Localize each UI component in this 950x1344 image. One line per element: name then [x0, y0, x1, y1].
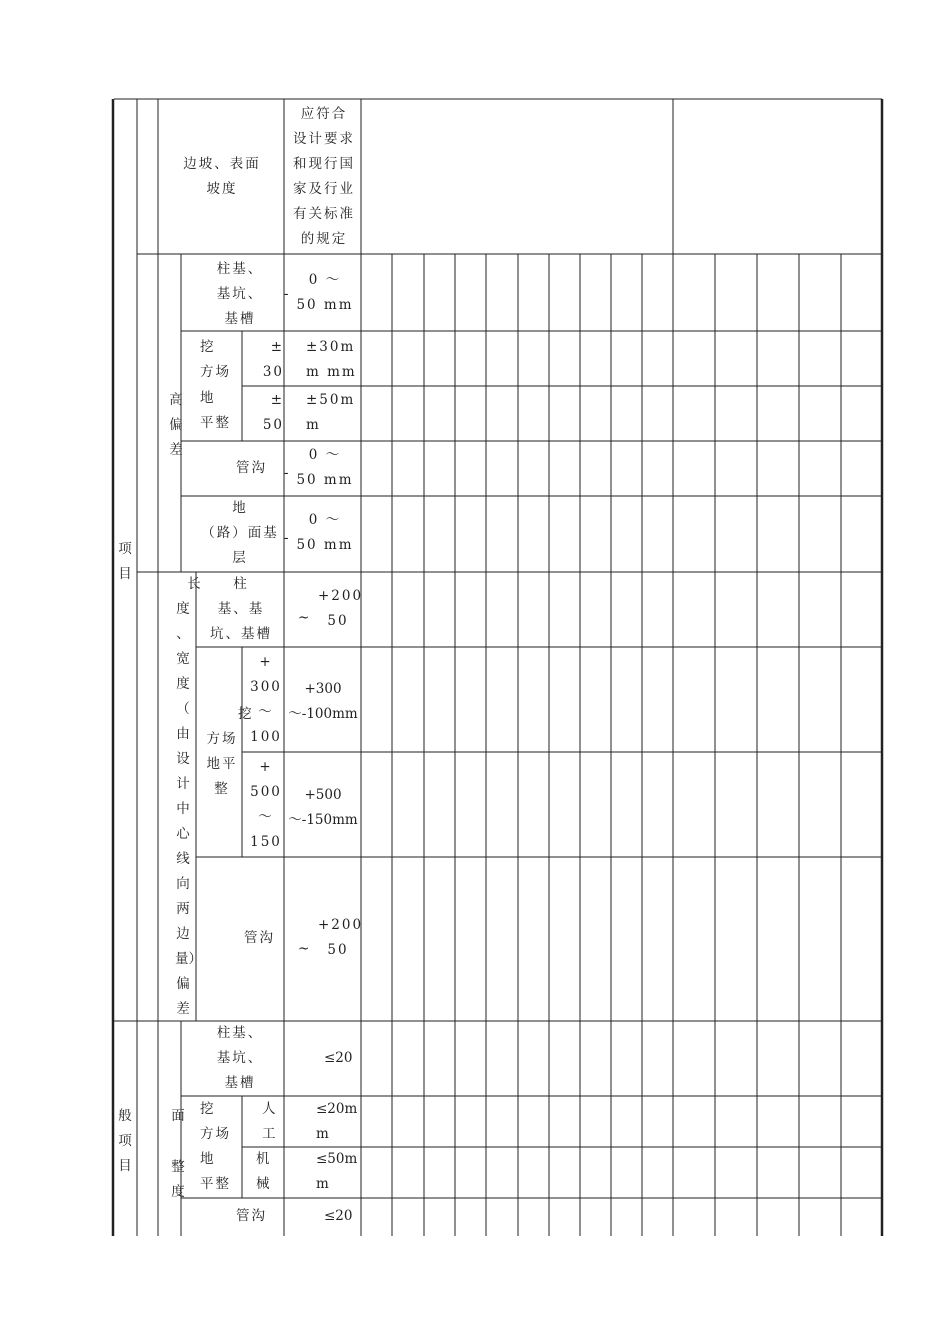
elevation-wafang-r2-value: ± 50 [262, 392, 284, 433]
slope-item-label: 边坡、表面 坡度 [183, 156, 261, 197]
slope-standard: 应符合 设计要求 和现行国 家及行业 有关标准 的规定 [293, 106, 355, 247]
length-r1-tolerance: +300 ～-100mm [288, 681, 358, 722]
elevation-zhuji-tolerance: 0 ～ 50 mm [296, 272, 354, 313]
length-r2-value: + 500 ～ 150 [250, 759, 282, 850]
length-guangou-label: 管沟 [244, 930, 275, 946]
length-zhuji-label: 柱 基、基 坑、基槽 [210, 576, 272, 642]
elevation-dimian-tolerance: 0 ～ 50 mm [296, 512, 354, 553]
flatness-guangou-tolerance: ≤20 [324, 1208, 353, 1224]
elevation-wafang-b: 地 平整 [200, 390, 231, 431]
elevation-wafang-a: 挖 方场 [200, 339, 231, 380]
flatness-jixie-label: 机 械 [256, 1151, 272, 1192]
elevation-wafang-r1-value: ± 30 [262, 339, 284, 380]
flatness-rengong-label: 人 工 [262, 1101, 278, 1142]
length-r1-value: + 300 ～ 100 [250, 654, 282, 745]
elevation-wafang-r2-tolerance: ±50m m [306, 392, 356, 433]
length-wa-label: 挖 [238, 706, 254, 722]
elevation-zhuji-dash: - [284, 286, 291, 302]
elevation-zhuji-label: 柱基、 基坑、 基槽 [216, 261, 264, 327]
flatness-wafang-b: 地 平整 [200, 1151, 231, 1192]
length-chang-label: 长 [187, 576, 201, 592]
length-group-label: 度 、 宽 度 （ 由 设 计 中 心 线 向 两 边 量） 偏 差 [175, 601, 202, 1017]
elevation-guangou-tolerance: 0 ～ 50 mm [296, 447, 354, 488]
flatness-rengong-tolerance: ≤20m m [316, 1101, 358, 1142]
left-label-yiban-xiangmu: 般 项 目 [118, 1108, 132, 1174]
flatness-mian-label: 面 [171, 1108, 185, 1124]
flatness-zhuji-label: 柱基、 基坑、 基槽 [216, 1025, 264, 1091]
left-label-xiangmu: 项 目 [118, 541, 132, 582]
elevation-dimian-label: 地 （路）面基 层 [201, 500, 279, 566]
flatness-zhuji-tolerance: ≤20 [324, 1050, 353, 1066]
length-guangou-tilde: ~ [298, 941, 312, 957]
flatness-guangou-label: 管沟 [236, 1208, 267, 1224]
flatness-zhengdu-label: 整 度 [171, 1159, 185, 1200]
flatness-jixie-tolerance: ≤50m m [316, 1151, 358, 1192]
elevation-group-label: 高 偏 差 [169, 392, 183, 458]
elevation-wafang-r1-tolerance: ±30m m mm [306, 339, 357, 380]
length-zhuji-tilde: ~ [298, 610, 312, 626]
length-r2-tolerance: +500 ～-150mm [288, 787, 358, 828]
length-guangou-tolerance: +200 50 [318, 917, 364, 958]
elevation-guangou-dash: - [284, 465, 291, 481]
flatness-wafang-a: 挖 方场 [200, 1101, 231, 1142]
elevation-dimian-dash: - [284, 530, 291, 546]
length-fangchang-label: 方场 地平 整 [206, 731, 238, 797]
length-zhuji-tolerance: +200 50 [318, 588, 364, 629]
elevation-guangou-label: 管沟 [236, 460, 267, 476]
